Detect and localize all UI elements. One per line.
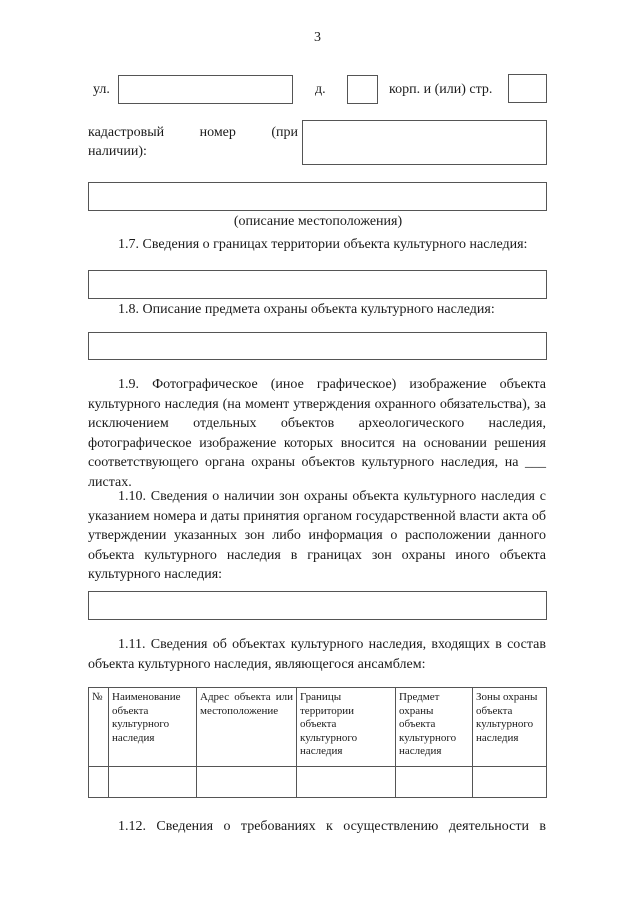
cell[interactable] — [109, 767, 197, 798]
boundaries-field[interactable] — [88, 270, 547, 299]
table-header-row — [89, 688, 547, 767]
cell[interactable] — [197, 767, 297, 798]
section-1-8: 1.8. Описание предмета охраны объекта культурного наследия: — [118, 302, 495, 317]
table-row — [89, 767, 547, 798]
cell[interactable] — [473, 767, 547, 798]
cell[interactable] — [297, 767, 396, 798]
house-field[interactable] — [347, 75, 378, 104]
street-label: ул. — [93, 82, 110, 97]
section-1-11: 1.11. Сведения об объектах культурного наследия, входящих в состав объекта культурного наследия, являющегося ансамблем: — [88, 637, 546, 672]
cell[interactable] — [396, 767, 473, 798]
section-1-9: 1.9. Фотографическое (иное графическое) изображение объекта культурного наследия (на момент утверждения охранного обязательства), за исключением отдельных объектов археологического наследия, фотографическое изображение которых вносится на основании решения соответствующего органа охраны объектов культурного наследия, на ___ листах. — [88, 377, 546, 490]
location-caption: (описание местоположения) — [233, 214, 403, 229]
cadastral-number-field[interactable] — [302, 120, 547, 165]
protection-subject-field[interactable] — [88, 332, 547, 360]
building-label: корп. и (или) стр. — [389, 82, 493, 97]
header-number: № — [89, 688, 109, 767]
page-number: 3 — [314, 30, 321, 45]
header-zones: Зоны охраны объекта культурного наследия — [473, 688, 547, 767]
header-boundaries: Границы территории объекта культурного наследия — [297, 688, 396, 767]
ensemble-objects-table — [88, 687, 547, 798]
house-label: д. — [315, 82, 326, 97]
header-subject: Предмет охраны объекта культурного наследия — [396, 688, 473, 767]
location-description-field[interactable] — [88, 182, 547, 211]
protection-zones-field[interactable] — [88, 591, 547, 620]
section-1-7: 1.7. Сведения о границах территории объекта культурного наследия: — [118, 237, 528, 252]
cell[interactable] — [89, 767, 109, 798]
cadastral-label: кадастровый номер (при — [88, 125, 298, 140]
header-name: Наименование объекта культурного наследия — [109, 688, 197, 767]
street-field[interactable] — [118, 75, 293, 104]
header-address: Адрес объекта или местоположение — [197, 688, 297, 767]
cadastral-label-2: наличии): — [88, 144, 147, 159]
building-field[interactable] — [508, 74, 547, 103]
section-1-12: 1.12. Сведения о требованиях к осуществлению деятельности в — [118, 819, 546, 834]
section-1-10: 1.10. Сведения о наличии зон охраны объекта культурного наследия с указанием номера и даты принятия органом государственной власти акта об утверждении указанных зон либо информация о расположении данного объекта культурного наследия в границах зон охраны иного объекта культурного наследия: — [88, 489, 546, 583]
